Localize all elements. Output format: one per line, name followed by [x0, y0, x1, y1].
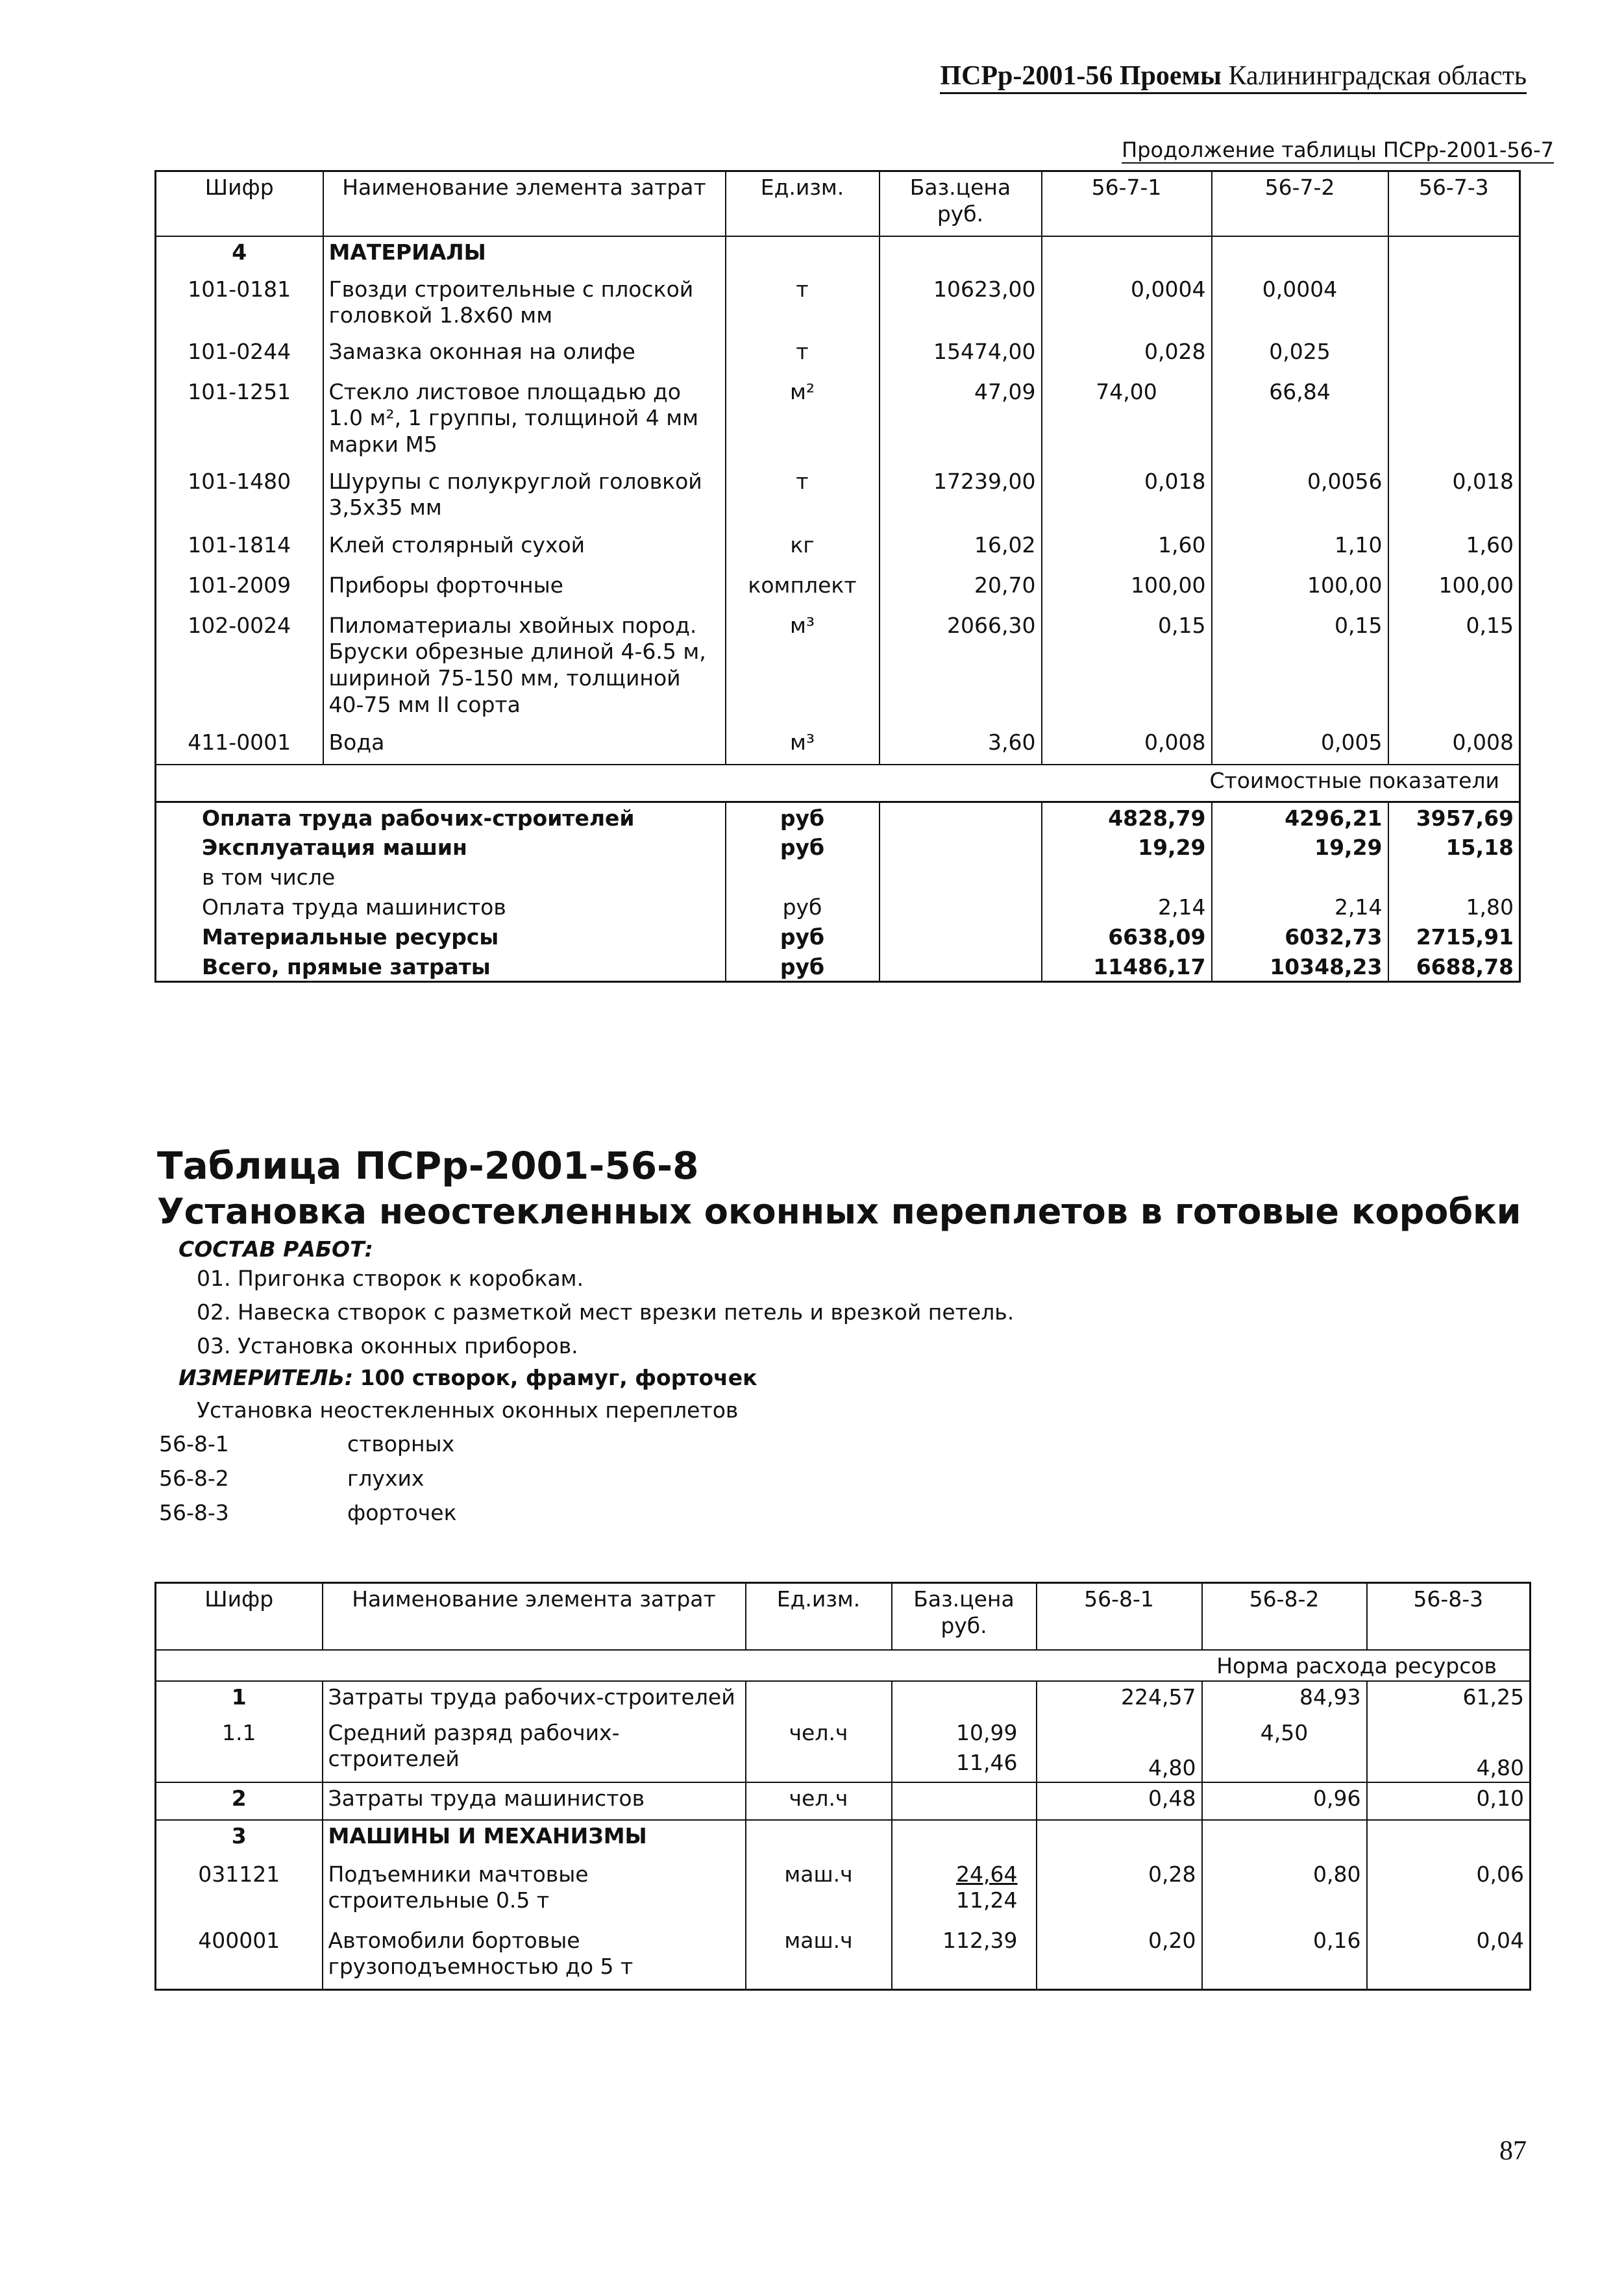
row-value-1: 1,60	[1042, 530, 1212, 570]
variant-code: 56-8-2	[159, 1466, 229, 1491]
cost-row-value-3: 3957,69	[1416, 805, 1514, 831]
row-value-2: 100,00	[1212, 570, 1388, 610]
column-header-unit: Ед.изм.	[746, 1583, 892, 1650]
variant-name: створных	[347, 1431, 455, 1456]
row-price: 16,02	[880, 530, 1042, 570]
column-header-56-7-1: 56-7-1	[1042, 171, 1212, 236]
column-header-56-8-2: 56-8-2	[1202, 1583, 1367, 1650]
cost-row	[156, 802, 1520, 832]
cost-row-value-2: 4296,21	[1212, 802, 1388, 832]
table-row	[156, 530, 1520, 570]
row-unit: кг	[726, 530, 880, 570]
row-code: 101-2009	[156, 570, 323, 610]
table-header-row	[156, 1583, 1531, 1650]
row-value-2: 0,15	[1212, 610, 1388, 727]
column-header-price: Баз.цена руб.	[880, 171, 1042, 236]
row-unit: комплект	[726, 570, 880, 610]
cost-row-name: в том числе	[156, 862, 726, 892]
variants-description: Установка неостекленных оконных переплетов	[197, 1397, 739, 1423]
row-price: 15474,00	[880, 336, 1042, 376]
row-value-1: 224,57	[1037, 1681, 1202, 1717]
column-header-code: Шифр	[156, 171, 323, 236]
section-code: 4	[156, 236, 323, 274]
cost-row-value-1: 19,29	[1042, 832, 1212, 862]
row-value-1: 4,80	[1037, 1717, 1202, 1782]
variant-code: 56-8-1	[159, 1431, 229, 1456]
column-header-56-8-3: 56-8-3	[1413, 1586, 1484, 1612]
row-price: 20,70	[880, 570, 1042, 610]
variant-code: 56-8-3	[159, 1500, 229, 1525]
table-title: Таблица ПСРр-2001-56-8	[157, 1144, 699, 1188]
header-document-code: ПСРр-2001-56 Проемы	[940, 61, 1222, 91]
row-value-2: 66,84	[1212, 376, 1388, 466]
row-value-2: 0,16	[1202, 1925, 1367, 1990]
row-price: 11,46	[956, 1750, 1018, 1776]
row-value-3	[1388, 376, 1520, 466]
row-value-2: 84,93	[1202, 1681, 1367, 1717]
cost-row-value-1: 4828,79	[1042, 802, 1212, 832]
variant-name: глухих	[347, 1466, 424, 1491]
column-header-56-8-1: 56-8-1	[1037, 1583, 1202, 1650]
work-item: 03. Установка оконных приборов.	[197, 1333, 578, 1358]
cost-row-unit: руб	[726, 802, 880, 832]
works-label: СОСТАВ РАБОТ:	[178, 1236, 373, 1262]
row-name: Клей столярный сухой	[323, 530, 726, 570]
row-unit: м³	[726, 727, 880, 765]
row-value-2: 0,96	[1202, 1782, 1367, 1820]
row-name: Гвозди строительные с плоской головкой 1.8х60 мм	[323, 274, 726, 336]
row-value-3: 61,25	[1462, 1684, 1524, 1710]
norm-section-label: Норма расхода ресурсов	[1216, 1653, 1497, 1678]
table-continuation-label: Продолжение таблицы ПСРр-2001-56-7	[1122, 138, 1554, 164]
row-value-3: 0,15	[1466, 612, 1514, 638]
row-name: Средний разряд рабочих-строителей	[323, 1717, 746, 1782]
row-value-3: 0,018	[1452, 468, 1514, 494]
row-value-3: 1,60	[1466, 532, 1514, 558]
row-unit: чел.ч	[746, 1782, 892, 1820]
row-price: 2066,30	[880, 610, 1042, 727]
row-name: Затраты труда машинистов	[323, 1782, 746, 1820]
cost-row	[156, 952, 1520, 981]
resources-table-56-7	[154, 170, 1521, 983]
cost-section-row	[156, 765, 1520, 802]
row-value-3: 0,008	[1452, 729, 1514, 755]
table-row	[156, 376, 1520, 466]
row-value-2: 0,005	[1212, 727, 1388, 765]
section-name: МАШИНЫ И МЕХАНИЗМЫ	[323, 1820, 746, 1859]
row-value-3	[1388, 274, 1520, 336]
table-row	[156, 610, 1520, 727]
cost-row-value-1	[1042, 862, 1212, 892]
row-price: 11,24	[956, 1887, 1018, 1913]
cost-row-unit: руб	[726, 922, 880, 952]
row-value-1: 74,00	[1042, 376, 1212, 466]
row-value-3: 0,06	[1476, 1861, 1524, 1887]
row-code: 101-0181	[156, 274, 323, 336]
column-header-unit: Ед.изм.	[726, 171, 880, 236]
row-value-3: 0,10	[1476, 1785, 1524, 1811]
cost-row-unit: руб	[726, 832, 880, 862]
table-row	[156, 466, 1520, 530]
row-value-2: 0,80	[1202, 1859, 1367, 1925]
cost-row-value-2: 2,14	[1212, 892, 1388, 922]
resources-table-56-8	[154, 1582, 1531, 1991]
cost-row-value-1: 6638,09	[1042, 922, 1212, 952]
table-header-row	[156, 171, 1520, 236]
row-value-1: 0,008	[1042, 727, 1212, 765]
row-value-2: 4,50	[1202, 1717, 1367, 1782]
row-unit: чел.ч	[746, 1717, 892, 1782]
row-value-1: 0,28	[1037, 1859, 1202, 1925]
section-name: МАТЕРИАЛЫ	[323, 236, 726, 274]
column-header-56-7-2: 56-7-2	[1212, 171, 1388, 236]
table-row	[156, 570, 1520, 610]
row-unit: м³	[726, 610, 880, 727]
row-unit: т	[726, 466, 880, 530]
row-value-1: 0,48	[1037, 1782, 1202, 1820]
row-code: 400001	[156, 1925, 323, 1990]
row-unit: т	[726, 336, 880, 376]
row-value-1: 0,20	[1037, 1925, 1202, 1990]
page-header	[940, 60, 1527, 94]
meter-value: 100 створок, фрамуг, форточек	[360, 1365, 757, 1390]
section-row-machines	[156, 1820, 1531, 1859]
row-price: 112,39	[892, 1925, 1037, 1990]
cost-row-name: Всего, прямые затраты	[156, 952, 726, 981]
row-value-3: 0,04	[1476, 1927, 1524, 1953]
row-value-2: 1,10	[1212, 530, 1388, 570]
row-price: 17239,00	[880, 466, 1042, 530]
column-header-code: Шифр	[156, 1583, 323, 1650]
row-name: Затраты труда рабочих-строителей	[323, 1681, 746, 1717]
table-row	[156, 1859, 1531, 1925]
row-price	[892, 1681, 1037, 1717]
cost-row-value-3: 15,18	[1446, 834, 1514, 860]
cost-row-value-3: 2715,91	[1416, 924, 1514, 950]
cost-row-unit: руб	[726, 892, 880, 922]
cost-row	[156, 832, 1520, 862]
work-item: 02. Навеска створок с разметкой мест врезки петель и врезкой петель.	[197, 1299, 1015, 1325]
row-value-1: 100,00	[1042, 570, 1212, 610]
row-name: Пиломатериалы хвойных пород. Бруски обрезные длиной 4-6.5 м, шириной 75-150 мм, толщиной 40-75 мм II сорта	[323, 610, 726, 727]
page-number: 87	[1499, 2136, 1527, 2166]
table-row	[156, 1925, 1531, 1990]
cost-row	[156, 922, 1520, 952]
row-value-3	[1388, 336, 1520, 376]
column-header-name: Наименование элемента затрат	[323, 1583, 746, 1650]
row-name: Подъемники мачтовые строительные 0.5 т	[323, 1859, 746, 1925]
table-row	[156, 1681, 1531, 1717]
cost-row	[156, 892, 1520, 922]
row-name: Шурупы с полукруглой головкой 3,5х35 мм	[323, 466, 726, 530]
row-code: 101-1251	[156, 376, 323, 466]
cost-row-name: Материальные ресурсы	[156, 922, 726, 952]
cost-row-name: Оплата труда машинистов	[156, 892, 726, 922]
row-name: Приборы форточные	[323, 570, 726, 610]
table-row	[156, 1717, 1531, 1782]
cost-row-value-3: 6688,78	[1416, 953, 1514, 979]
cost-row-value-1: 11486,17	[1042, 952, 1212, 981]
header-region: Калининградская область	[1228, 61, 1527, 91]
table-row	[156, 336, 1520, 376]
cost-row-value-3: 1,80	[1466, 894, 1514, 920]
row-unit	[746, 1681, 892, 1717]
row-code: 411-0001	[156, 727, 323, 765]
cost-row-name: Эксплуатация машин	[156, 832, 726, 862]
row-value-2: 0,0056	[1212, 466, 1388, 530]
row-code: 2	[156, 1782, 323, 1820]
cost-row	[156, 862, 1520, 892]
cost-section-label: Стоимостные показатели	[156, 765, 1520, 802]
row-code: 1.1	[156, 1717, 323, 1782]
column-header-56-7-3: 56-7-3	[1418, 175, 1489, 200]
row-unit: т	[726, 274, 880, 336]
row-value-1: 0,0004	[1042, 274, 1212, 336]
row-price: 10623,00	[880, 274, 1042, 336]
cost-row-value-3	[1388, 862, 1520, 892]
row-value-2: 0,025	[1212, 336, 1388, 376]
table-row	[156, 1782, 1531, 1820]
row-unit: маш.ч	[746, 1925, 892, 1990]
work-item: 01. Пригонка створок к коробкам.	[197, 1266, 584, 1291]
row-value-3: 4,80	[1476, 1754, 1524, 1780]
row-price	[892, 1782, 1037, 1820]
section-code: 3	[156, 1820, 323, 1859]
row-code: 101-0244	[156, 336, 323, 376]
row-price: 3,60	[880, 727, 1042, 765]
row-code: 102-0024	[156, 610, 323, 727]
row-name: Автомобили бортовые грузоподъемностью до 5 т	[323, 1925, 746, 1990]
table-row	[156, 727, 1520, 765]
row-value-1: 0,15	[1042, 610, 1212, 727]
table-subtitle: Установка неостекленных оконных переплетов в готовые коробки	[157, 1191, 1521, 1232]
row-code: 101-1814	[156, 530, 323, 570]
cost-row-value-2: 10348,23	[1212, 952, 1388, 981]
meter-line	[178, 1365, 757, 1390]
table-row	[156, 274, 1520, 336]
row-price: 47,09	[880, 376, 1042, 466]
row-unit: м²	[726, 376, 880, 466]
row-code: 1	[156, 1681, 323, 1717]
cost-row-name: Оплата труда рабочих-строителей	[156, 802, 726, 832]
section-row-materials	[156, 236, 1520, 274]
row-value-1: 0,028	[1042, 336, 1212, 376]
cost-row-unit	[726, 862, 880, 892]
row-name: Стекло листовое площадью до 1.0 м², 1 группы, толщиной 4 мм марки М5	[323, 376, 726, 466]
row-unit: маш.ч	[746, 1859, 892, 1925]
column-header-price: Баз.цена руб.	[892, 1583, 1037, 1650]
meter-label: ИЗМЕРИТЕЛЬ:	[178, 1365, 354, 1390]
column-header-name: Наименование элемента затрат	[323, 171, 726, 236]
row-price: 10,99	[956, 1719, 1018, 1745]
cost-row-value-1: 2,14	[1042, 892, 1212, 922]
row-name: Вода	[323, 727, 726, 765]
cost-row-value-2: 19,29	[1212, 832, 1388, 862]
norm-section-row	[156, 1650, 1531, 1681]
cost-row-value-2: 6032,73	[1212, 922, 1388, 952]
cost-row-unit: руб	[726, 952, 880, 981]
row-name: Замазка оконная на олифе	[323, 336, 726, 376]
row-code: 031121	[156, 1859, 323, 1925]
row-value-1: 0,018	[1042, 466, 1212, 530]
row-code: 101-1480	[156, 466, 323, 530]
row-value-2: 0,0004	[1212, 274, 1388, 336]
cost-row-value-2	[1212, 862, 1388, 892]
row-price: 24,64	[956, 1861, 1018, 1887]
row-value-3: 100,00	[1438, 572, 1514, 598]
variant-name: форточек	[347, 1500, 457, 1525]
